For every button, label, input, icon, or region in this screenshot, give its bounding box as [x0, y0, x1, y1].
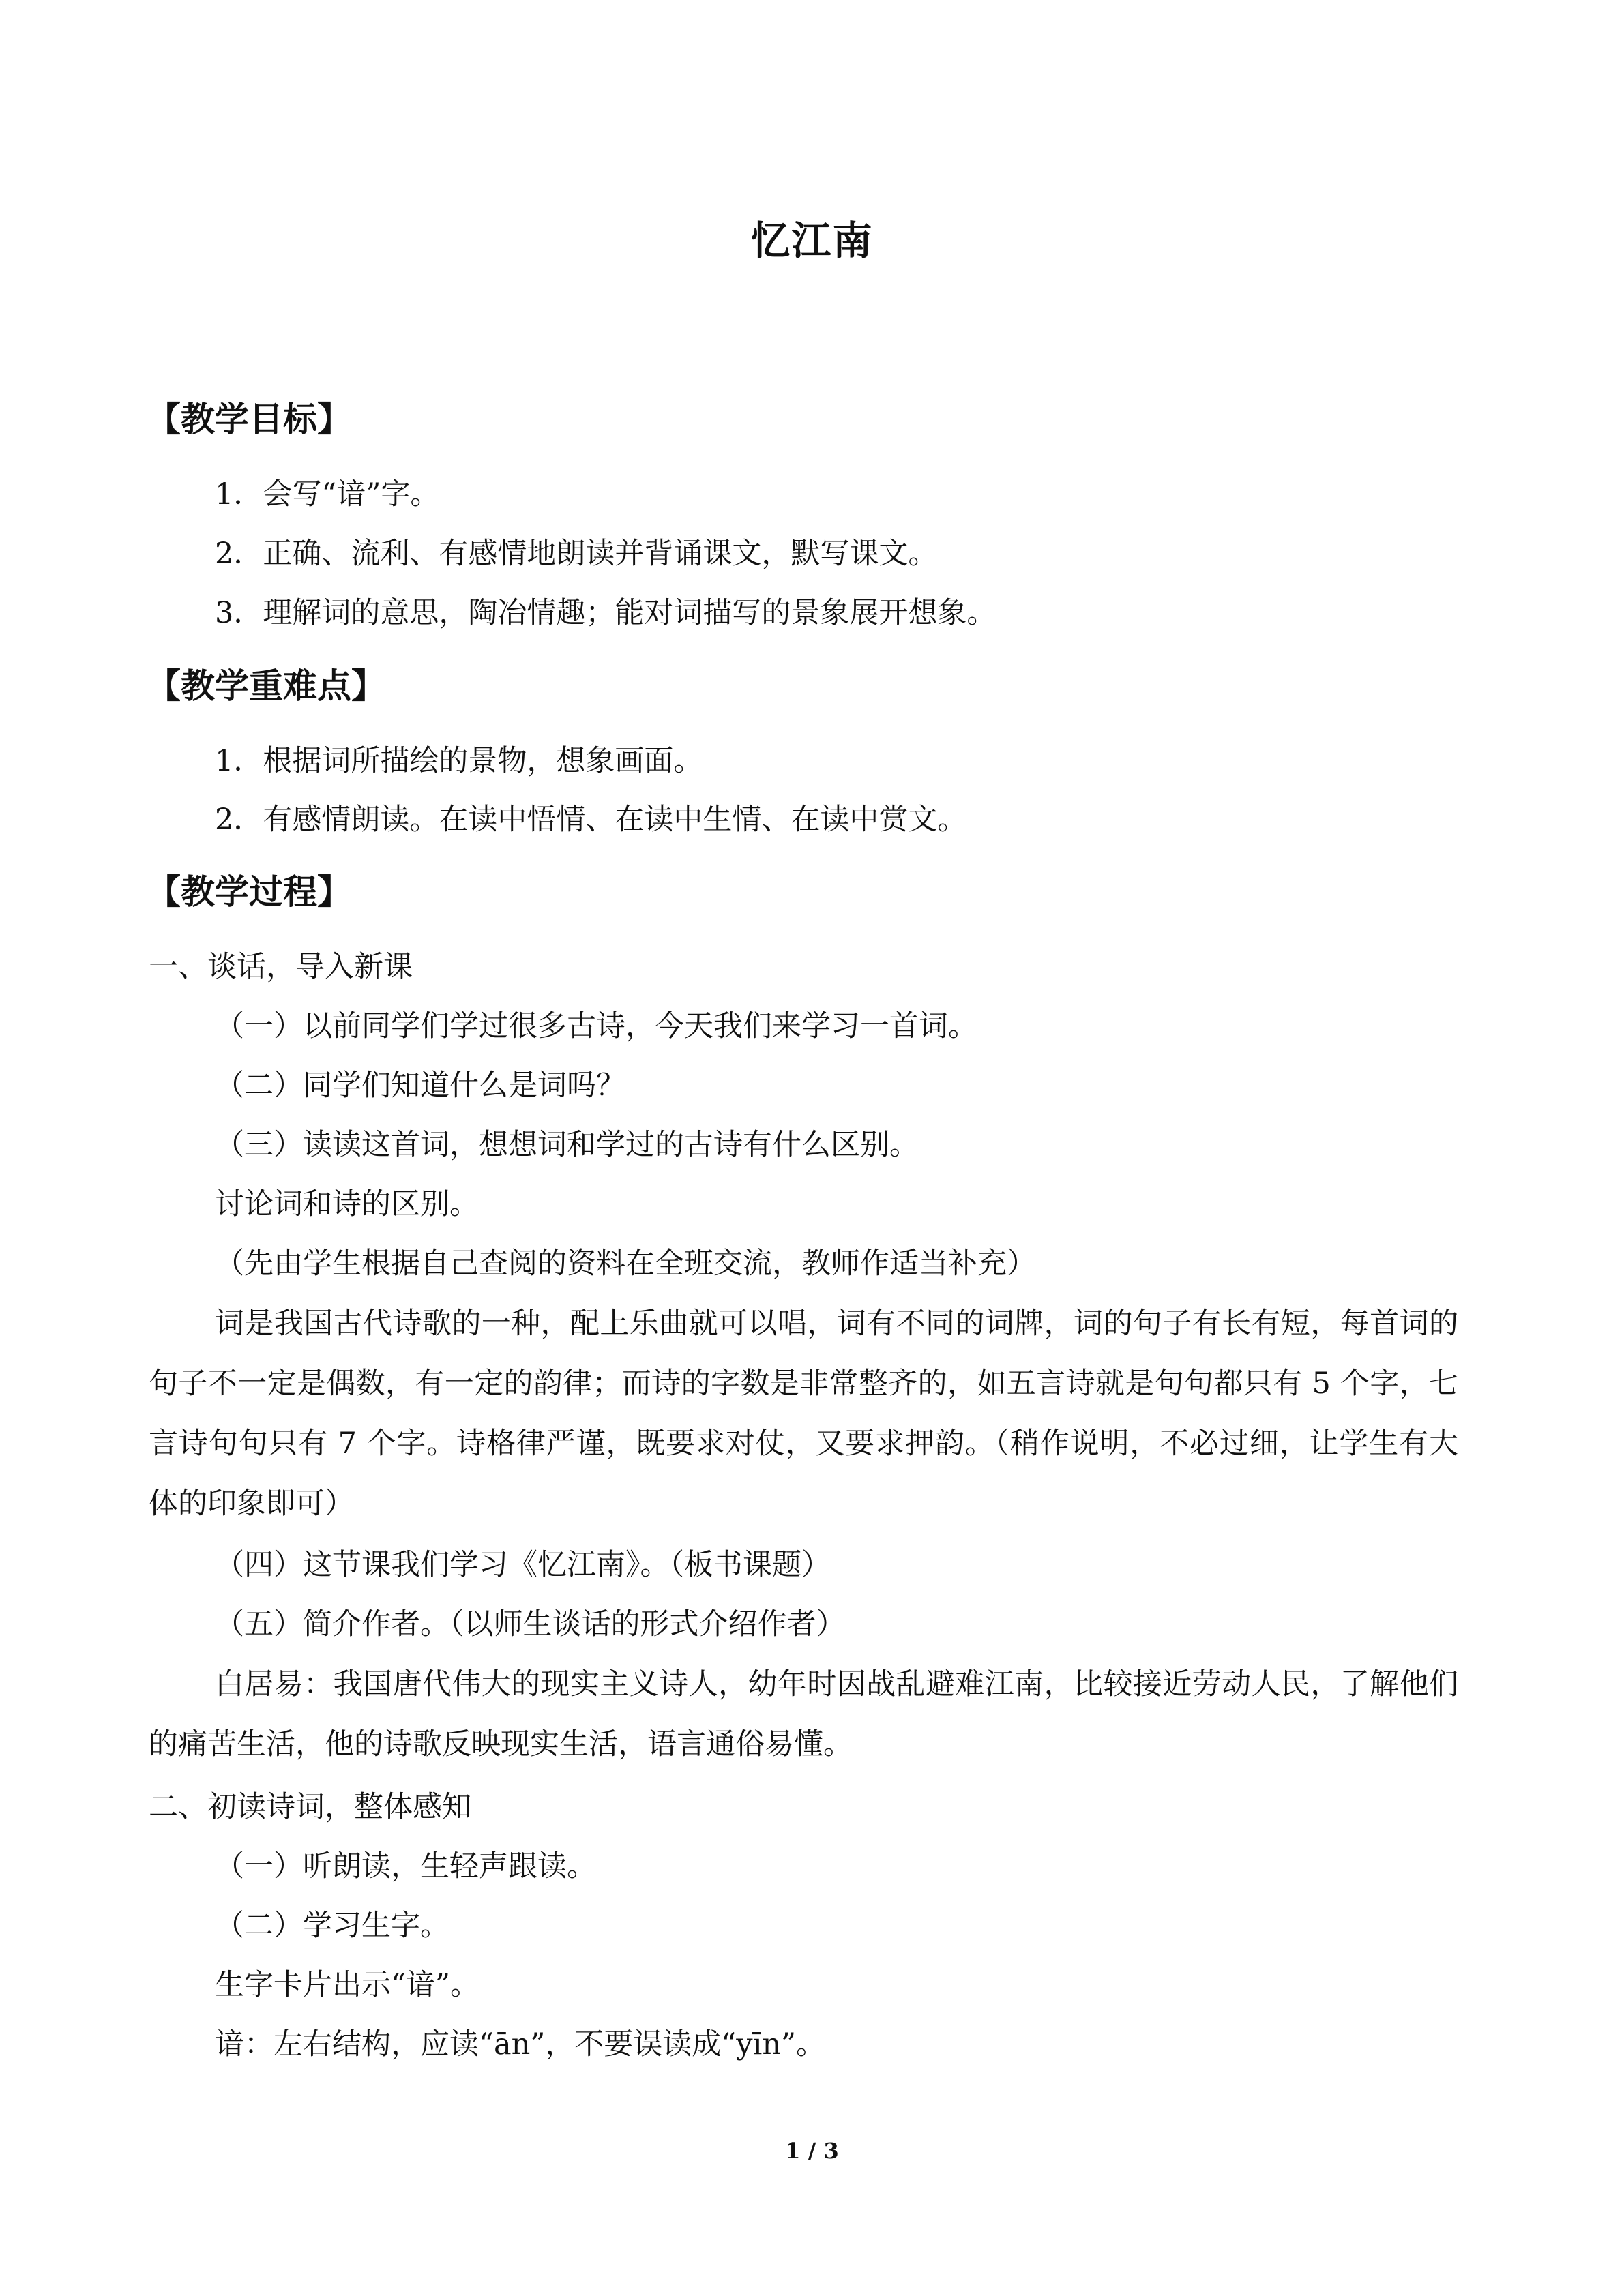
paragraph-author-intro: 白居易：我国唐代伟大的现实主义诗人，幼年时因战乱避难江南，比较接近劳动人民，了解他们的痛苦生活，他的诗歌反映现实生活，语言通俗易懂。 — [149, 1667, 1458, 1761]
process-line: （四）这节课我们学习《忆江南》。（板书课题） — [215, 1548, 831, 1582]
paragraph-ci-explanation: 词是我国古代诗歌的一种，配上乐曲就可以唱，词有不同的词牌，词的句子有长有短，每首词的句子不一定是偶数，有一定的韵律；而诗的字数是非常整齐的，如五言诗就是句句都只有 5 个字，七言诗句句只有 7 个字。诗格律严谨，既要求对仗，又要求押韵。（稍作说明，不必过细，让学生有大体的印象即可） — [149, 1307, 1458, 1521]
section-heading-key-points: 【教学重难点】 — [147, 666, 385, 706]
process-line: （一）听朗读，生轻声跟读。 — [215, 1849, 596, 1883]
process-line: 谙：左右结构，应读“ān”，不要误读成“yīn”。 — [215, 2027, 826, 2061]
process-line: （二）同学们知道什么是词吗？ — [215, 1069, 625, 1103]
section-heading-goals: 【教学目标】 — [147, 399, 351, 439]
process-line: （一）以前同学们学过很多古诗，今天我们来学习一首词。 — [215, 1009, 977, 1043]
part-heading: 一、谈话，导入新课 — [149, 950, 413, 984]
part-heading: 二、初读诗词，整体感知 — [149, 1790, 471, 1824]
goal-item: 1．会写“谙”字。 — [215, 477, 440, 511]
key-point-item: 1．根据词所描绘的景物，想象画面。 — [215, 744, 703, 778]
process-line: （先由学生根据自己查阅的资料在全班交流，教师作适当补充） — [215, 1247, 1036, 1281]
goal-item: 2．正确、流利、有感情地朗读并背诵课文，默写课文。 — [215, 537, 938, 571]
process-line: （三）读读这首词，想想词和学过的古诗有什么区别。 — [215, 1128, 919, 1162]
section-heading-process: 【教学过程】 — [147, 871, 351, 912]
process-line: 讨论词和诗的区别。 — [215, 1187, 479, 1221]
goal-item: 3．理解词的意思，陶冶情趣；能对词描写的景象展开想象。 — [215, 596, 996, 630]
page-number: 1 / 3 — [785, 2138, 839, 2164]
process-line: （五）简介作者。（以师生谈话的形式介绍作者） — [215, 1607, 846, 1641]
key-point-item: 2．有感情朗读。在读中悟情、在读中生情、在读中赏文。 — [215, 803, 967, 837]
process-line: 生字卡片出示“谙”。 — [215, 1968, 479, 2002]
process-line: （二）学习生字。 — [215, 1909, 449, 1943]
document-title: 忆江南 — [750, 218, 874, 264]
